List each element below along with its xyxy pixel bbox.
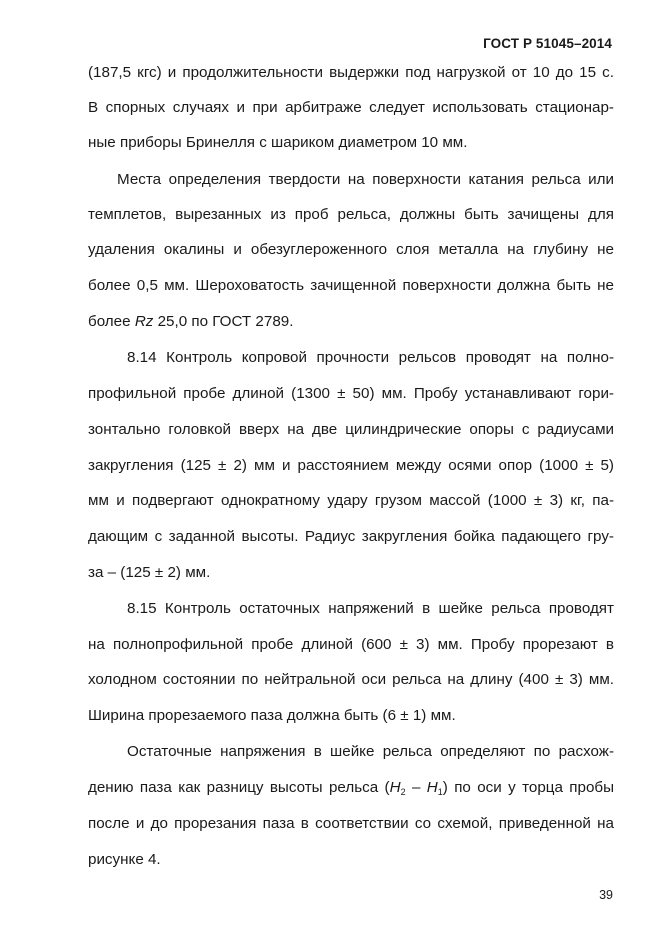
text-line: рисунке 4. [88, 851, 161, 868]
text-line: Ширина прорезаемого паза должна быть (6 ± 1) мм. [88, 707, 456, 724]
document-header: ГОСТ Р 51045–2014 [483, 36, 612, 51]
text-line: темплетов, вырезанных из проб рельса, должны быть зачищены для [88, 206, 614, 223]
text-line: после и до прорезания паза в соответствии со схемой, приведенной на [88, 815, 614, 832]
text-line: холодном состоянии по нейтральной оси рельса на длину (400 ± 3) мм. [88, 671, 614, 688]
text-line: на полнопрофильной пробе длиной (600 ± 3) мм. Пробу прорезают в [88, 636, 614, 653]
text-line: мм и подвергают однократному удару грузом массой (1000 ± 3) кг, па- [88, 492, 614, 509]
text-line: зонтально головкой вверх на две цилиндрические опоры с радиусами [88, 421, 614, 438]
text-line: Места определения твердости на поверхности катания рельса или [117, 171, 614, 188]
text-line: за – (125 ± 2) мм. [88, 564, 211, 581]
text-fragment: ) по оси у торца пробы [442, 779, 615, 796]
text-line: 8.14 Контроль копровой прочности рельсов проводят на полно- [127, 349, 614, 366]
height-symbol: H [426, 779, 438, 796]
text-fragment: более [88, 313, 131, 330]
subscript: 2 [400, 787, 406, 797]
text-fragment: – [405, 779, 427, 796]
text-line: удаления окалины и обезуглероженного слоя металла на глубину не [88, 241, 614, 258]
page-number: 39 [599, 888, 613, 902]
text-line: дающим с заданной высоты. Радиус закругления бойка падающего гру- [88, 528, 614, 545]
text-line: В спорных случаях и при арбитраже следует использовать стационар- [88, 99, 614, 116]
text-line: 8.15 Контроль остаточных напряжений в шейке рельса проводят [127, 600, 614, 617]
text-line: более 0,5 мм. Шероховатость зачищенной поверхности должна быть не [88, 277, 614, 294]
text-line: Остаточные напряжения в шейке рельса определяют по расхож- [127, 743, 614, 760]
text-fragment: дению паза как разницу высоты рельса ( [88, 779, 390, 796]
text-line: ные приборы Бринелля с шариком диаметром 10 мм. [88, 134, 468, 151]
text-fragment: 25,0 по ГОСТ 2789. [157, 313, 294, 330]
height-symbol: H [389, 779, 401, 796]
subscript: 1 [437, 787, 443, 797]
text-line: (187,5 кгс) и продолжительности выдержки под нагрузкой от 10 до 15 с. [88, 64, 614, 81]
text-line: профильной пробе длиной (1300 ± 50) мм. Пробу устанавливают гори- [88, 385, 614, 402]
text-line [88, 312, 614, 332]
text-line [88, 778, 614, 802]
text-line: закругления (125 ± 2) мм и расстоянием между осями опор (1000 ± 5) [88, 457, 614, 474]
roughness-symbol: Rz [134, 313, 154, 330]
